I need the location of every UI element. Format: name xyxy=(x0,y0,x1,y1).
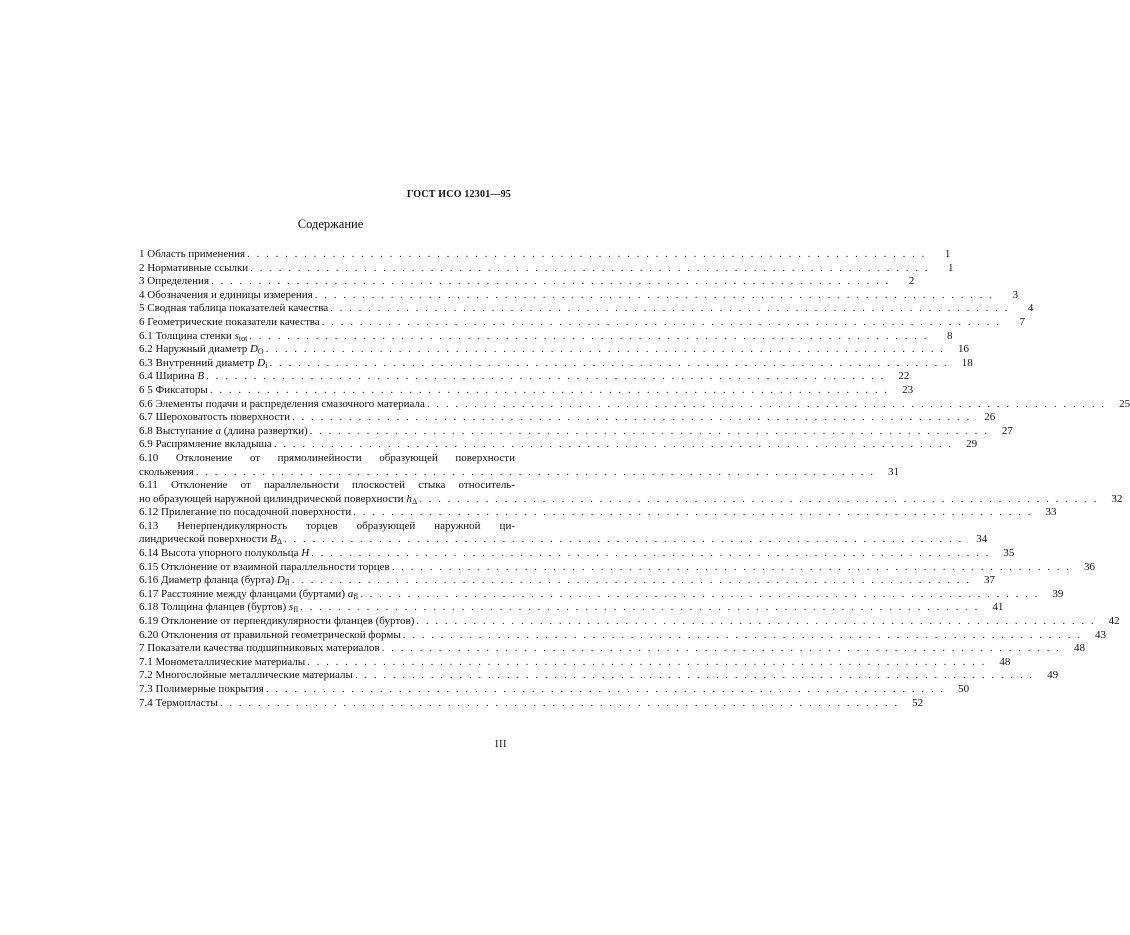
toc-label: 3 Определения xyxy=(139,275,210,288)
leader-dots: . . . . . . . . . . . . . . . . . . . . . . . . . . . . . . . . . . . . . . . . . . . . . . . . . . . . . . . . . . . . . . . . . . . . . . . . xyxy=(354,669,1035,682)
toc-entry-7-2[interactable] xyxy=(139,669,1059,683)
toc-entry-1[interactable] xyxy=(139,248,951,262)
leader-dots: . . . . . . . . . . . . . . . . . . . . . . . . . . . . . . . . . . . . . . . . . . . . . . . . . . . . . . . . . . . . . . . . . . . . . . . . xyxy=(273,438,954,451)
toc-page: 52 xyxy=(912,696,924,709)
toc-page: 36 xyxy=(1083,560,1095,573)
toc-label: 7.3 Полимерные покрытия xyxy=(139,683,264,695)
toc-page: 48 xyxy=(1073,642,1085,655)
toc-page: 3 xyxy=(1012,288,1019,301)
toc-entry-5[interactable] xyxy=(139,302,1034,316)
subscript: fl xyxy=(284,578,290,588)
toc-entry-6-9[interactable] xyxy=(139,438,978,452)
toc-label: 6.18 Толщина фланцев (буртов) sfl xyxy=(139,601,299,615)
leader-dots: . . . . . . . . . . . . . . . . . . . . . . . . . . . . . . . . . . . . . . . . . . . . . . . . . . . . . . . . . . . . . . . . . . . . . . . . xyxy=(419,492,1099,505)
symbol: H xyxy=(301,547,310,560)
toc-entry-6-1[interactable] xyxy=(139,329,953,344)
symbol: D xyxy=(257,356,266,369)
toc-entry-6-12[interactable] xyxy=(139,506,1057,520)
toc-page: 16 xyxy=(957,343,969,356)
leader-dots: . . . . . . . . . . . . . . . . . . . . . . . . . . . . . . . . . . . . . . . . . . . . . . . . . . . . . . . . . . . . . . . . . . . . . . . . xyxy=(269,356,949,369)
leader-dots: . . . . . . . . . . . . . . . . . . . . . . . . . . . . . . . . . . . . . . . . . . . . . . . . . . . . . . . . . . . . . . . . . . . . . . . . xyxy=(247,248,927,260)
toc-label: 6.6 Элементы подачи и распределения смазочного материала xyxy=(139,397,425,410)
leader-dots: . . . . . . . . . . . . . . . . . . . . . . . . . . . . . . . . . . . . . . . . . . . . . . . . . . . . . . . . . . . . . . . . . . . . . . . . xyxy=(402,628,1082,641)
toc-entry-7[interactable] xyxy=(139,642,1085,656)
toc-label: 7.1 Монометаллические материалы xyxy=(139,655,306,668)
subscript: tot xyxy=(238,333,248,343)
toc-entry-6-13[interactable] xyxy=(139,519,988,547)
leader-dots: . . . . . . . . . . . . . . . . . . . . . . . . . . . . . . . . . . . . . . . . . . . . . . . . . . . . . . . . . . . . . . . . . . . . . . . . xyxy=(311,547,991,560)
leader-dots: . . . . . . . . . . . . . . . . . . . . . . . . . . . . . . . . . . . . . . . . . . . . . . . . . . . . . . . . . . . . . . . . . . . . . . . . xyxy=(360,587,1040,600)
toc-label: 6 Геометрические показатели качества xyxy=(139,315,320,328)
toc-label: 5 Сводная таблица показателей качества xyxy=(139,302,329,315)
toc-page: 39 xyxy=(1052,587,1064,600)
symbol: D xyxy=(276,574,285,587)
toc-label: 6.15 Отклонение от взаимной параллельности торцев xyxy=(139,560,390,573)
toc-entry-6-6[interactable] xyxy=(139,397,1130,412)
symbol: a xyxy=(215,424,221,437)
toc-page: 2 xyxy=(908,275,915,288)
toc-label-line: скольжения xyxy=(139,465,194,478)
leader-dots: . . . . . . . . . . . . . . . . . . . . . . . . . . . . . . . . . . . . . . . . . . . . . . . . . . . . . . . . . . . . . . . . . . . . . . . . xyxy=(300,601,980,614)
toc-page: 49 xyxy=(1047,669,1059,682)
toc-entry-6-11[interactable] xyxy=(139,479,1123,506)
leader-dots: . . . . . . . . . . . . . . . . . . . . . . . . . . . . . . . . . . . . . . . . . . . . . . . . . . . . . . . . . . . . . . . . . . . . . . . . xyxy=(416,615,1096,628)
toc-page: 22 xyxy=(898,370,910,383)
toc-label: 6.20 Отклонения от правильной геометрической формы xyxy=(139,628,401,641)
toc-label: 6.17 Расстояние между фланцами (буртами) afl xyxy=(139,587,359,601)
toc-page: 25 xyxy=(1119,397,1130,410)
toc-entry-6-4[interactable] xyxy=(139,370,910,384)
toc-label-line: но образующей наружной цилиндрической поверхности hΔ xyxy=(139,492,418,506)
toc-label: 7.2 Многослойные металлические материалы xyxy=(139,669,353,682)
symbol: h xyxy=(406,492,412,505)
leader-dots: . . . . . . . . . . . . . . . . . . . . . . . . . . . . . . . . . . . . . . . . . . . . . . . . . . . . . . . . . . . . . . . . . . . . . . . . xyxy=(291,411,972,424)
symbol: s xyxy=(234,329,239,342)
toc-page: 23 xyxy=(902,383,914,396)
toc-label: 6.2 Наружный диаметр DO xyxy=(139,343,264,357)
toc-page: 33 xyxy=(1045,506,1057,519)
toc-label: 6 5 Фиксаторы xyxy=(139,383,208,396)
toc-label: 6.14 Высота упорного полукольца H xyxy=(139,547,310,560)
toc-label: 6.12 Прилегание по посадочной поверхности xyxy=(139,506,352,519)
toc-entry-6-10[interactable] xyxy=(139,451,899,479)
toc-entry-4[interactable] xyxy=(139,288,1019,303)
leader-dots: . . . . . . . . . . . . . . . . . . . . . . . . . . . . . . . . . . . . . . . . . . . . . . . . . . . . . . . . . . . . . . . . . . . . . . . . xyxy=(249,329,929,342)
leader-dots: . . . . . . . . . . . . . . . . . . . . . . . . . . . . . . . . . . . . . . . . . . . . . . . . . . . . . . . . . . . . . . . . . . . . . . . . xyxy=(353,506,1033,519)
toc-entry-6-17[interactable] xyxy=(139,587,1064,602)
toc-label: 2 Нормативные ссылки xyxy=(139,261,249,274)
symbol: s xyxy=(288,601,294,614)
toc-page: 43 xyxy=(1095,628,1106,641)
document-code: ГОСТ ИСО 12301—95 xyxy=(406,189,511,200)
toc-page: 50 xyxy=(958,683,970,695)
toc-entry-7-4[interactable] xyxy=(139,696,924,711)
leader-dots: . . . . . . . . . . . . . . . . . . . . . . . . . . . . . . . . . . . . . . . . . . . . . . . . . . . . . . . . . . . . . . . . . . . . . . . . xyxy=(314,288,995,301)
toc-entry-6-3[interactable] xyxy=(139,356,973,371)
toc-entry-6-15[interactable] xyxy=(139,560,1095,575)
leader-dots: . . . . . . . . . . . . . . . . . . . . . . . . . . . . . . . . . . . . . . . . . . . . . . . . . . . . . . . . . . . . . . . . . . . . . . . . xyxy=(265,683,946,695)
subscript: Δ xyxy=(411,496,418,506)
toc-entry-7-3[interactable] xyxy=(139,683,970,697)
toc-entry-6-14[interactable] xyxy=(139,547,1015,561)
toc-page: 41 xyxy=(992,601,1004,614)
leader-dots: . . . . . . . . . . . . . . . . . . . . . . . . . . . . . . . . . . . . . . . . . . . . . . . . . . . . . . . . . . . . . . . . . . . . . . . . xyxy=(391,560,1071,573)
toc-entry-6-18[interactable] xyxy=(139,601,1004,615)
toc-label: 6.7 Шероховатость поверхности xyxy=(139,411,290,424)
toc-page: 29 xyxy=(966,438,978,451)
toc-entry-6-5[interactable] xyxy=(139,383,914,398)
leader-dots: . . . . . . . . . . . . . . . . . . . . . . . . . . . . . . . . . . . . . . . . . . . . . . . . . . . . . . . . . . . . . . . . . . . . . . . . xyxy=(291,574,971,587)
leader-dots: . . . . . . . . . . . . . . . . . . . . . . . . . . . . . . . . . . . . . . . . . . . . . . . . . . . . . . . . . . . . . . . . . . . . . . . . xyxy=(381,642,1061,655)
toc-entry-6-8[interactable] xyxy=(139,424,1013,439)
toc-page: 1 xyxy=(944,248,951,260)
toc-entry-6-20[interactable] xyxy=(139,628,1106,643)
subscript: Δ xyxy=(276,537,283,547)
toc-entry-6-19[interactable] xyxy=(139,615,1120,629)
leader-dots: . . . . . . . . . . . . . . . . . . . . . . . . . . . . . . . . . . . . . . . . . . . . . . . . . . . . . . . . . . . . . . . . . . . . . . . . xyxy=(195,465,875,478)
toc-page: 4 xyxy=(1027,302,1034,315)
table-of-contents xyxy=(139,248,1130,710)
toc-label: 6.1 Толщина стенки stot xyxy=(139,329,248,343)
toc-label: 6.16 Диаметр фланца (бурта) Dfl xyxy=(139,574,290,588)
subscript: i xyxy=(265,360,268,370)
toc-label-line: линдрической поверхности BΔ xyxy=(139,533,283,547)
leader-dots: . . . . . . . . . . . . . . . . . . . . . . . . . . . . . . . . . . . . . . . . . . . . . . . . . . . . . . . . . . . . . . . . . . . . . . . . xyxy=(206,370,886,383)
subscript: O xyxy=(257,347,264,357)
leader-dots: . . . . . . . . . . . . . . . . . . . . . . . . . . . . . . . . . . . . . . . . . . . . . . . . . . . . . . . . . . . . . . . . . . . . . . . . xyxy=(426,397,1107,410)
toc-label: 6.3 Внутренний диаметр Di xyxy=(139,356,268,370)
toc-label-line: 6.13 Неперпендикулярность торцев образующей наружной ци- xyxy=(139,519,515,532)
toc-page: 27 xyxy=(1001,424,1013,437)
toc-page: 1 xyxy=(947,261,954,274)
toc-label: 1 Область применения xyxy=(139,248,246,260)
leader-dots: . . . . . . . . . . . . . . . . . . . . . . . . . . . . . . . . . . . . . . . . . . . . . . . . . . . . . . . . . . . . . . . . . . . . . . . . xyxy=(307,655,987,668)
toc-entry-2[interactable] xyxy=(139,261,954,276)
leader-dots: . . . . . . . . . . . . . . . . . . . . . . . . . . . . . . . . . . . . . . . . . . . . . . . . . . . . . . . . . . . . . . . . . . . . . . . . xyxy=(211,275,891,288)
page-title: Содержание xyxy=(297,217,364,231)
toc-label-line: 6.11 Отклонение от параллельности плоскостей стыка относитель- xyxy=(139,479,515,492)
subscript: fl xyxy=(293,605,299,615)
leader-dots: . . . . . . . . . . . . . . . . . . . . . . . . . . . . . . . . . . . . . . . . . . . . . . . . . . . . . . . . . . . . . . . . . . . . . . . . xyxy=(250,261,930,274)
toc-entry-6-16[interactable] xyxy=(139,574,995,588)
toc-entry-6-7[interactable] xyxy=(139,411,996,425)
toc-page: 42 xyxy=(1108,615,1120,628)
toc-entry-6[interactable] xyxy=(139,315,1025,330)
leader-dots: . . . . . . . . . . . . . . . . . . . . . . . . . . . . . . . . . . . . . . . . . . . . . . . . . . . . . . . . . . . . . . . . . . . . . . . . xyxy=(209,383,890,396)
symbol: B xyxy=(270,533,277,546)
toc-entry-6-2[interactable] xyxy=(139,343,969,357)
toc-page: 37 xyxy=(983,574,995,587)
symbol: D xyxy=(249,343,258,356)
leader-dots: . . . . . . . . . . . . . . . . . . . . . . . . . . . . . . . . . . . . . . . . . . . . . . . . . . . . . . . . . . . . . . . . . . . . . . . . xyxy=(309,424,989,437)
toc-page: 34 xyxy=(976,533,988,546)
toc-page: 48 xyxy=(999,655,1011,668)
toc-label: 6.19 Отклонение от перпендикулярности фланцев (буртов) xyxy=(139,615,415,628)
symbol: B xyxy=(197,370,205,383)
toc-label: 4 Обозначения и единицы измерения xyxy=(139,288,313,301)
leader-dots: . . . . . . . . . . . . . . . . . . . . . . . . . . . . . . . . . . . . . . . . . . . . . . . . . . . . . . . . . . . . . . . . . . . . . . . . xyxy=(284,533,964,546)
toc-page: 26 xyxy=(984,411,996,424)
leader-dots: . . . . . . . . . . . . . . . . . . . . . . . . . . . . . . . . . . . . . . . . . . . . . . . . . . . . . . . . . . . . . . . . . . . . . . . . xyxy=(265,343,945,356)
toc-page: 7 xyxy=(1019,315,1025,328)
leader-dots: . . . . . . . . . . . . . . . . . . . . . . . . . . . . . . . . . . . . . . . . . . . . . . . . . . . . . . . . . . . . . . . . . . . . . . . . xyxy=(321,315,1001,328)
symbol: a xyxy=(347,587,354,600)
toc-page: 31 xyxy=(887,465,899,478)
toc-entry-3[interactable] xyxy=(139,275,915,289)
toc-label: 6.9 Распрямление вкладыша xyxy=(139,438,272,451)
toc-label: 7.4 Термопласты xyxy=(139,696,218,709)
toc-label: 6.8 Выступание a (длина развертки) xyxy=(139,424,308,437)
leader-dots: . . . . . . . . . . . . . . . . . . . . . . . . . . . . . . . . . . . . . . . . . . . . . . . . . . . . . . . . . . . . . . . . . . . . . . . . xyxy=(330,302,1010,315)
leader-dots: . . . . . . . . . . . . . . . . . . . . . . . . . . . . . . . . . . . . . . . . . . . . . . . . . . . . . . . . . . . . . . . . . . . . . . . . xyxy=(219,696,900,709)
toc-page: 18 xyxy=(961,356,973,369)
page-number: III xyxy=(495,739,507,750)
toc-page: 35 xyxy=(1003,547,1015,560)
toc-page: 32 xyxy=(1111,492,1123,505)
toc-label: 6.4 Ширина B xyxy=(139,370,205,383)
toc-entry-7-1[interactable] xyxy=(139,655,1011,670)
toc-label-line: 6.10 Отклонение от прямолинейности образующей поверхности xyxy=(139,451,515,464)
toc-label: 7 Показатели качества подшипниковых материалов xyxy=(139,642,380,655)
toc-page: 8 xyxy=(947,329,953,342)
subscript: fl xyxy=(353,591,359,601)
